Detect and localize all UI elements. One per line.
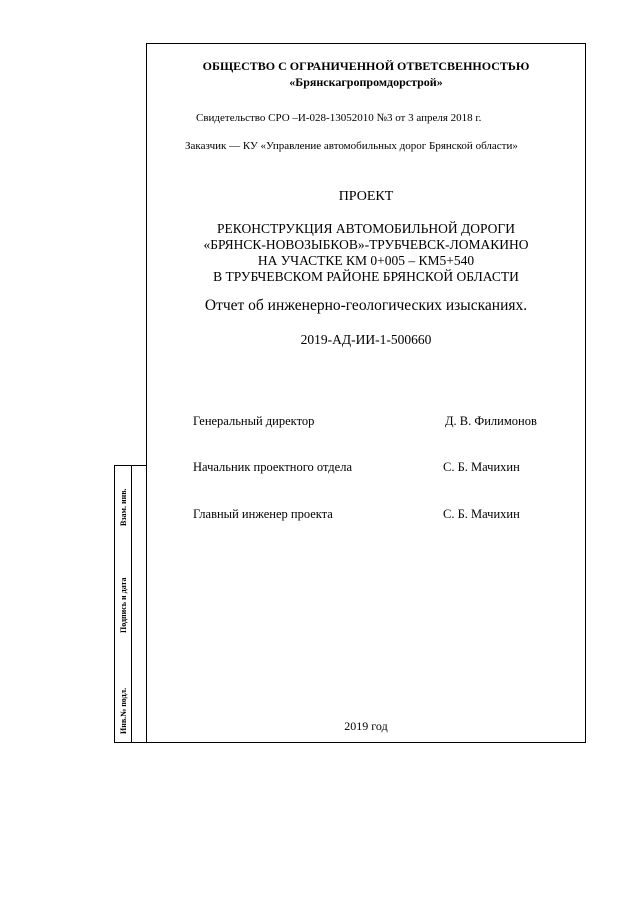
sidebar-label-signature-date: Подпись и дата <box>119 577 128 633</box>
project-title-line-1: РЕКОНСТРУКЦИЯ АВТОМОБИЛЬНОЙ ДОРОГИ <box>217 221 515 236</box>
report-title: Отчет об инженерно-геологических изысканиях. <box>204 297 528 314</box>
signature-name: С. Б. Мачихин <box>443 507 520 521</box>
organization-name: «Брянскагропромдорстрой» <box>289 75 443 89</box>
document-type: ПРОЕКТ <box>338 189 394 204</box>
signature-name: Д. В. Филимонов <box>445 414 537 428</box>
organization-form: ОБЩЕСТВО С ОГРАНИЧЕННОЙ ОТВЕТСВЕННОСТЬЮ <box>202 59 530 73</box>
sidebar-divider <box>131 466 132 742</box>
signature-name: С. Б. Мачихин <box>443 460 520 474</box>
signature-position: Главный инженер проекта <box>193 507 333 521</box>
sidebar-label-replacement-inv: Взам. инв. <box>119 488 128 526</box>
document-code: 2019-АД-ИИ-1-500660 <box>300 332 432 347</box>
customer-line: Заказчик — КУ «Управление автомобильных дорог Брянской области» <box>185 140 518 152</box>
project-title-line-4: В ТРУБЧЕВСКОМ РАЙОНЕ БРЯНСКОЙ ОБЛАСТИ <box>213 269 519 284</box>
certificate-line: Свидетельство СРО –И-028-13052010 №3 от 3 апреля 2018 г. <box>196 112 482 124</box>
signature-position: Генеральный директор <box>193 414 315 428</box>
document-year: 2019 год <box>344 719 388 733</box>
project-title-line-3: НА УЧАСТКЕ КМ 0+005 – КМ5+540 <box>257 253 475 268</box>
project-title-line-2: «БРЯНСК-НОВОЗЫБКОВ»-ТРУБЧЕВСК-ЛОМАКИНО <box>203 237 529 252</box>
signature-position: Начальник проектного отдела <box>193 460 353 474</box>
sidebar-label-original-inv: Инв.№ подл. <box>119 687 128 734</box>
